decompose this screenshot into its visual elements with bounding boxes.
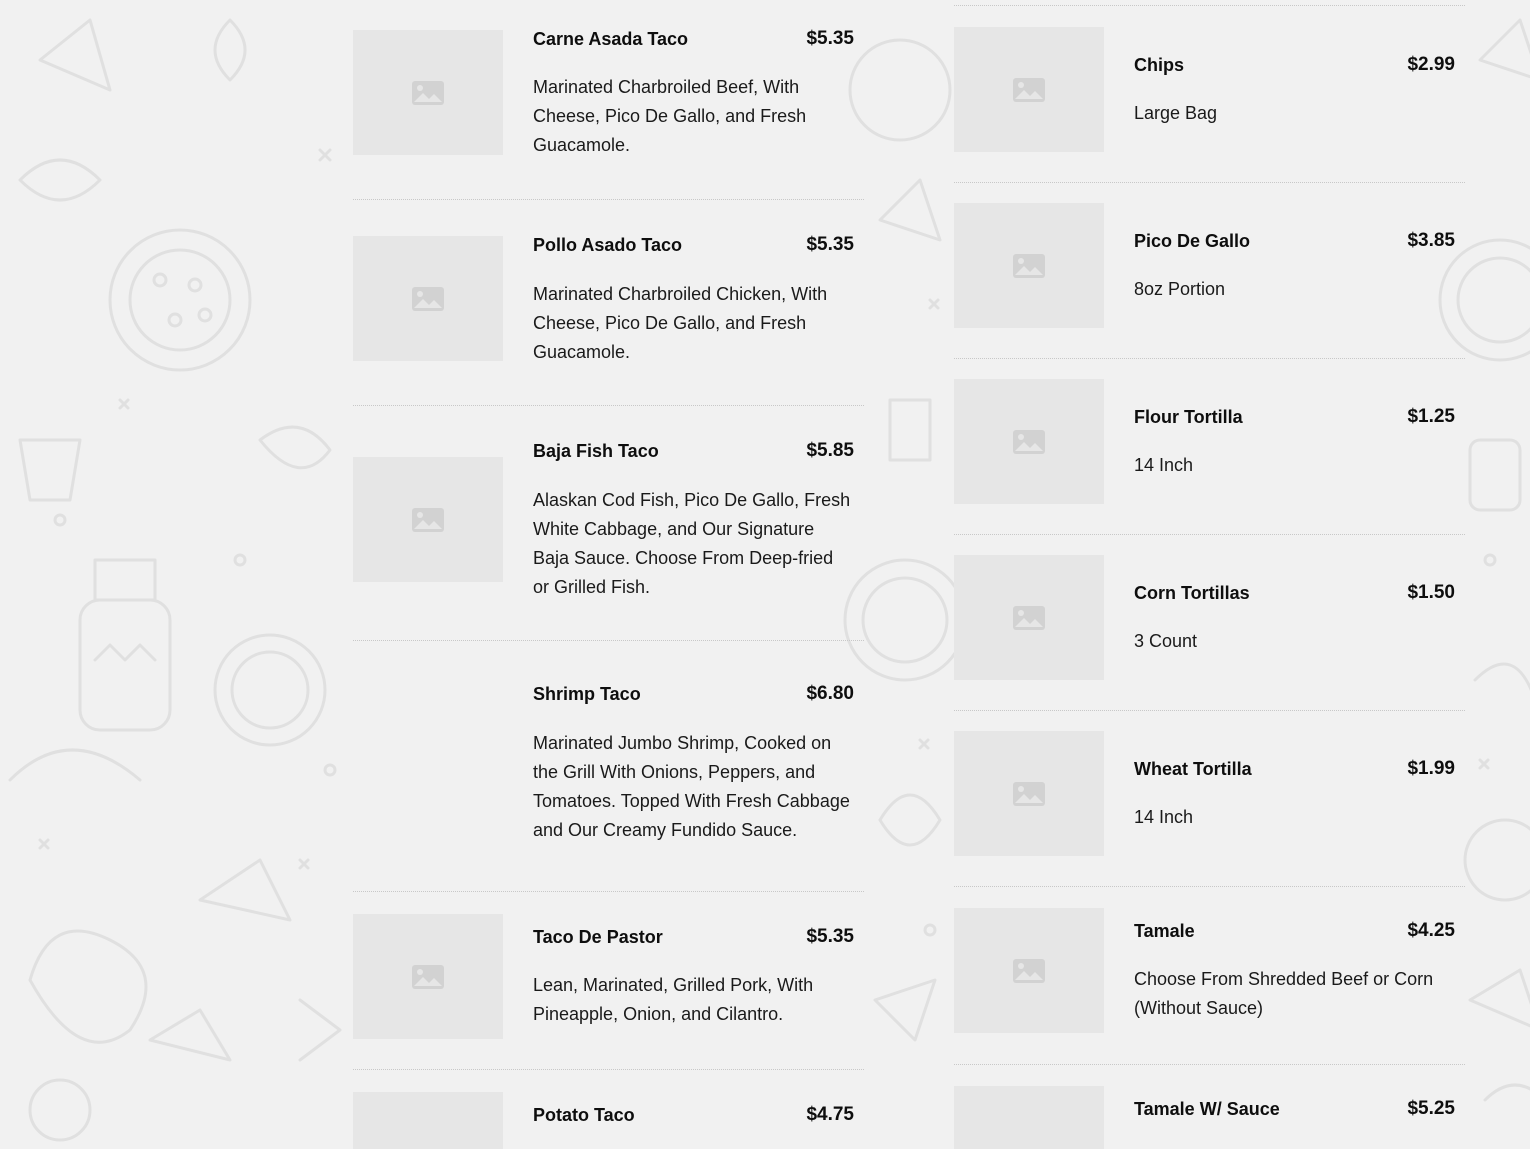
item-price: $1.25 — [1407, 406, 1455, 427]
item-image-placeholder[interactable] — [353, 457, 503, 582]
item-image-placeholder[interactable] — [353, 1092, 503, 1149]
item-price: $5.35 — [806, 234, 854, 255]
menu-item[interactable] — [954, 1064, 1465, 1149]
item-description: 3 Count — [1134, 631, 1198, 651]
item-description: Large Bag — [1134, 103, 1218, 123]
item-price: $5.35 — [806, 926, 854, 947]
item-divider — [353, 1069, 864, 1070]
item-description: Choose From Shredded Beef or Corn (Without Sauce) — [1134, 969, 1434, 1018]
item-price: $3.85 — [1407, 230, 1455, 251]
item-description: 8oz Portion — [1134, 279, 1226, 299]
item-price: $5.35 — [806, 28, 854, 49]
image-placeholder-icon — [411, 964, 445, 990]
item-image-placeholder[interactable] — [353, 30, 503, 155]
menu-item[interactable] — [353, 412, 864, 640]
item-image-placeholder[interactable] — [353, 236, 503, 361]
item-image-placeholder[interactable] — [954, 555, 1104, 680]
item-name: Flour Tortilla — [1134, 407, 1243, 427]
item-price: $5.25 — [1407, 1098, 1455, 1119]
item-name: Tamale — [1134, 921, 1195, 941]
menu-item[interactable] — [353, 0, 864, 200]
image-placeholder-icon — [1012, 958, 1046, 984]
image-placeholder-icon — [1012, 253, 1046, 279]
item-price: $5.85 — [806, 440, 854, 461]
item-price: $2.99 — [1407, 54, 1455, 75]
item-name: Shrimp Taco — [533, 684, 641, 704]
menu-item[interactable] — [954, 886, 1465, 1064]
image-placeholder-icon — [411, 80, 445, 106]
item-divider — [353, 405, 864, 406]
menu-item[interactable] — [353, 206, 864, 406]
menu-item[interactable] — [954, 534, 1465, 710]
item-name: Corn Tortillas — [1134, 583, 1250, 603]
menu-item[interactable] — [954, 6, 1465, 182]
image-placeholder-icon — [1012, 77, 1046, 103]
item-image-placeholder[interactable] — [954, 27, 1104, 152]
item-price: $4.25 — [1407, 920, 1455, 941]
item-price: $4.75 — [806, 1104, 854, 1125]
item-name: Chips — [1134, 55, 1185, 75]
image-placeholder-icon — [1012, 781, 1046, 807]
item-name: Pico De Gallo — [1134, 231, 1251, 251]
item-name: Taco De Pastor — [533, 927, 663, 947]
item-image-placeholder[interactable] — [954, 203, 1104, 328]
menu-item[interactable] — [353, 898, 864, 1070]
item-name: Pollo Asado Taco — [533, 235, 683, 255]
item-description: Alaskan Cod Fish, Pico De Gallo, Fresh White Cabbage, and Our Signature Baja Sauce. Choose From Deep-fried or Grilled Fish. — [533, 490, 851, 597]
item-image-placeholder[interactable] — [954, 908, 1104, 1033]
item-name: Carne Asada Taco — [533, 29, 689, 49]
item-image-placeholder[interactable] — [954, 731, 1104, 856]
item-divider — [353, 199, 864, 200]
menu-item[interactable] — [954, 710, 1465, 886]
item-image-placeholder[interactable] — [353, 914, 503, 1039]
item-image-placeholder[interactable] — [954, 379, 1104, 504]
menu-item[interactable] — [353, 1076, 864, 1149]
image-placeholder-icon — [1012, 605, 1046, 631]
item-name: Tamale W/ Sauce — [1134, 1099, 1280, 1119]
item-divider — [353, 891, 864, 892]
item-price: $1.50 — [1407, 582, 1455, 603]
menu-item[interactable] — [954, 358, 1465, 534]
item-description: Marinated Charbroiled Chicken, With Cheese, Pico De Gallo, and Fresh Guacamole. — [533, 284, 828, 362]
item-price: $6.80 — [806, 683, 854, 704]
item-description: 14 Inch — [1134, 807, 1194, 827]
item-description: 14 Inch — [1134, 455, 1194, 475]
item-name: Potato Taco — [533, 1105, 635, 1125]
image-placeholder-icon — [411, 286, 445, 312]
item-description: Marinated Jumbo Shrimp, Cooked on the Grill With Onions, Peppers, and Tomatoes. Topped With Fresh Cabbage and Our Creamy Fundido Sauce. — [533, 733, 850, 840]
menu-item[interactable] — [954, 182, 1465, 358]
item-description: Marinated Charbroiled Beef, With Cheese, Pico De Gallo, and Fresh Guacamole. — [533, 77, 807, 155]
image-placeholder-icon — [1012, 429, 1046, 455]
image-placeholder-icon — [411, 507, 445, 533]
item-name: Wheat Tortilla — [1134, 759, 1252, 779]
item-name: Baja Fish Taco — [533, 441, 659, 461]
item-price: $1.99 — [1407, 758, 1455, 779]
item-description: Lean, Marinated, Grilled Pork, With Pineapple, Onion, and Cilantro. — [533, 975, 814, 1024]
item-divider — [353, 640, 864, 641]
item-image-placeholder[interactable] — [954, 1086, 1104, 1149]
menu-item[interactable] — [353, 655, 864, 891]
